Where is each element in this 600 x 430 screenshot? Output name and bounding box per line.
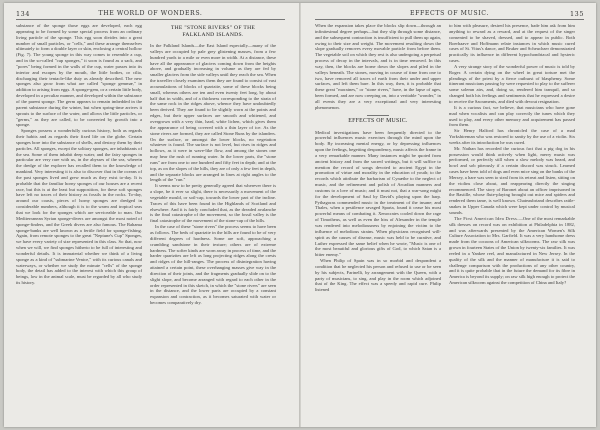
article-heading-effects-of-music: EFFECTS OF MUSIC. [348, 117, 408, 124]
left-page [4, 3, 299, 427]
left-running-title: THE WORLD OF WONDERS. [98, 10, 203, 17]
left-header-rule [16, 19, 285, 20]
paragraph: In the Falkland Islands—the East Island especially—many of the valleys are occupied by pale grey glistening masses, from a few hundred yards to a mile or even more in width. At a distance, these have all the appearance of glaciers coming down from the heights above, and gradually increasing in volume as they are fed by smaller glaciers from the side valleys until they reach the sea. When the traveller closely examines them they are found to consist of vast accumulations of blocks of quartzite, some of these blocks being small, whereas others are ten and even twenty feet long, by about half that in width, and of a thickness corresponding to the strata of the same rock in the ridges above, whence they have undoubtedly been derived. They are found to lie slightly worn at the points and edges, but their upper surfaces are smooth and whitened, and overgrown with a very thin, hard, white lichen, which gives them the appearance of being covered with a thin layer of ice. As the stone rivers are formed, they are called Stone Runs by the islanders. On the surface, or amongst the lower blocks, no vegetation whatever is found. The surface is not level, but rises in ridges and hollows, as it were in wave-like flow, and among the stones one may hear the rush of running water. In the lower parts, the "stone runs" are from one to one hundred and fifty feet in depth; and at the top, as on the slopes of the hills, they are of only a few feet in depth, and the separate blocks are arranged in lines at right angles to the length of the "run." [150, 43, 276, 183]
paragraph: A very strange story of the wonderful power of music is told by Roger. A certain dying on the wheel in great torture met the pleadings of the priest by a fierce outburst of blasphemy. Some itinerant musicians passing by were requested to play to the sufferer some solemn airs, and, doing so, rendered him tranquil, and so changed both his feelings and sentiments that he expressed a desire to receive the Sacraments, and died with devout resignation. [449, 63, 575, 104]
paragraph: Medical investigations have been frequently directed to the powerful influences music exercises through the mind upon the body. By increasing mental energy, or by depressing influences upon the feelings, begetting despondency, music affects the frame in a very remarkable manner. Many instances might be quoted from ancient history and from the sacred writings, but it will suffice to mention the record of songs devoted to ancient Egypt in the promotion of virtue and morality in the education of youth; to the records which attribute the barbarism of Cynæthe to the neglect of music, and the refinement and polish of Arcadian manners and customs to a love of music; and it must not, that a war-song might for the development of Saul by David's playing upon the harp. Pythagoras commended music in the treatment of the insane; and Thales, when a pestilence ravaged Sparta, found it cease his most powerful means of combating it. Xenocrates cooled down the rage of Timotheus, as well as even the hiss of Alexander in the temple was rendered into melodiousness by enjoining the victim to the influence of melodious strains. When physicians recognised will-spirit as the causes of disease, music was held to be curative, and Luther expressed the same belief when he wrote, "Music is one of the most beautiful and glorious gifts of God, to which Satan is a bitter enemy." [315, 129, 441, 258]
run-in-text: —One of the most remarkable silk dresses on record was on exhibition at Philadelphia in 1882, and was afterwards presented by the American Women's Silk Culture Association to Mrs. Garfield. It was a very handsome dress made from the cocoons of American silkworms. The raw silk was grown in fourteen States of the Union by twenty-six families. It was reeled in a Yankee reel, and manufactured in New Jersey. In the quality of the silk and the manner of manufacture it is said to challenge comparison with the productions of any other country, and it is quite probable that in the future the demand for its fibre in America is beyond its supply; on raw silk high enough to protect the American silkworm against the competition of China and Italy? [449, 215, 575, 286]
right-page-number: 135 [570, 10, 584, 18]
right-column-2 [449, 23, 575, 417]
left-page-number: 134 [16, 10, 30, 18]
right-running-title: EFFECTS OF MUSIC. [410, 10, 489, 17]
heading-line: THE "STONE RIVERS" OF THE [170, 25, 256, 31]
section-divider [367, 115, 389, 116]
paragraph: It is a curious fact, we believe, that musicians who have gone mad when vocalists and can play correctly the tunes which they used to play, and every other memory and acquirement has passed from them. [449, 104, 575, 128]
paragraph-silk-dress [449, 216, 575, 286]
left-column-2 [150, 23, 276, 417]
paragraph: When the expansion takes place the blocks slip down—through an infinitesimal degree perhaps—but they slip through some distance, and the subsequent contraction is insufficient to pull them up again, owing to their size and weight. The movement resulting down the slope gradually removes every movable particle from before them. The vegetable soil on which they rest is also undergoing a perpetual process of decay in the intervals, and is in time removed. In this way, then, the blocks are borne down the slopes and piled in the valleys beneath. The stones, moving in course of time from one to two, have removed all traces of earth from their under and upper surfaces, and left them bare. In this way, then, it is probable that these great "moraines," or "stone rivers," have, in the lapse of ages, been formed, and are now creeping on, into a veritable "wonder," in all events they are a very exceptional and very interesting phenomenon. [315, 23, 441, 110]
right-column-1 [315, 23, 441, 417]
heading-line: FALKLAND ISLANDS. [182, 32, 244, 38]
paragraph: to him with pleasure, desired his presence, bade him ask from him anything to reward as a reward, and at the request of the singer consented to be shaved, dressed, and to appear in public. Both Boerhaave and Hoffmann relate instances in which music cured cases of St. Vitus's dance, and Bruker and Scheuchzer demonstrated practically its influence in different hypochondriacal and hysteric cases. [449, 23, 575, 64]
book-spread [4, 3, 596, 427]
left-column-1 [16, 23, 142, 417]
paragraph: Sir Henry Halford has chronicled the case of a mad Yorkshireman who was restored to sanity by the use of a violin. Six weeks after its introduction he was cured. [449, 128, 575, 145]
paragraph: substance of the sponge those eggs are developed, each egg appearing to be formed by some special process from an ordinary living particle of the sponge. This egg soon divides into a great number of small particles, or "cells," and these arrange themselves ultimately to form a double layer or skin, enclosing a central hollow (Fig. 7). The young sponge in this way comes to resemble a cup, and in the so-called "cup sponges," it soon is found as a sack, and "pores" being formed in the walls of the cup, water passes into its interior and escapes by the mouth, the little bodies, or cilia, discharging their tentacle-like duty as already described. The new sponges also grow from what are called "sponge gemmæ," in addition to arising from eggs. A sponge-gem, or a certain little body, developed in a peculiar manner, and developed within the substance of the parent sponge. The germ appears to remain imbedded in the parent substance during the winter, but when spring-time arrives it sprouts to the surface of the water, and allows the little particles, or "germs," as they are called, to be converted by growth into a sponge. [16, 23, 142, 128]
paragraph: In the case of these "stone rivers" the process seems to have been as follows. The beds of quartzite in the hills are found to be of very different degrees of hardness. Some are soft, approaching a crumbling sandstone in their texture; others are of extreme hardness. The softer kinds are worn away in process of time, and the harder quartzites are left as long projecting ridges along the crests and ridges of the hill-ranges. The process of disintegration having attained a certain point, these overhanging masses give way in the direction of their joints, and the fragments gradually slide on to the slight slope, and become arranged with regard to each other in the order represented in this sketch, in which the "stone rivers" are seen in the distance, and the lower parts are occupied by a constant expansion and contraction, as it becomes saturated with water or becomes comparatively dry. [150, 224, 276, 306]
paragraph: It seems now to be pretty generally agreed that wherever there is a slope, be it ever so slight, there is necessarily a movement of the vegetable mould, or soil-cap, towards the lower part of the incline. Traces of this have been found in the Highlands of Scotland and elsewhere. And it is fairly concluded that, as the dreaded avalanche is the final catastrophe of the movement, so the fossil valley is the final catastrophe of the movement of the stone-cap of the hills. [150, 183, 276, 224]
paragraph: Sponges possess a wonderfully curious history, both as regards their habits and as regards their fixed life on the globe. Certain sponges bore into the substance of shells, and destroy them by their particles. All sponges, except the solitary sponges, are inhabitants of the sea. Some of them inhabit deep water, and the fairy sponges in particular are very rare with us, in the abysses of the sea, wherein the dredge of the explorer has recalled them to the knowledge of mankind. Very interesting it is also to discover that in the oceans of the past sponges lived and grew much as they exist to-day. It is probable that the familiar horny sponges of our houses are a recent race, but this is at the least but supposition, for these soft sponges have left no traces of their history as fossils in the rocks. To-day, around our coasts, pieces of horny sponges are dredged in considerable numbers, although it is to the warm and tropical seas that we look for the sponges which are serviceable to man. Our Mediterranean Syrian sponge-divers are amongst the most noted of sponge-finders, and the Greek divers are also famous. The Bahama sponge-banks are well known as a fertile field for sponge-fishing. Again, from remote sponges to the great "Neptune's Cup" Sponges, we have every variety of size represented in this class. So that, now when we will, we find sponges hitherto to be full of interesting and wonderful details. It is immaterial whether we think of a living sponge as a kind of "submarine Venice," with its curious canals and waterways, or whether we study the minute "cells" of the sponge body, the detail has added to the interest with which this group of beings, low in the animal scale, must be regarded by all who study its history. [16, 128, 142, 286]
run-in-title: The First American Idea Dress. [454, 215, 519, 221]
article-heading-stone-rivers [150, 25, 276, 39]
paragraph: Mr. Nathan has recorded the curious fact that a pig dog in his possession would think actively when light, merry music was performed, or perfectly still when a slow melody was heard, and howl and sob piteously if a certain discord was struck. Learned cases have been told of dogs and even mice sing on the banks of the Mersey, a hare was seen to steal from its retreat and listen, sitting on the violins close about, and reappearing directly the singing recommenced. The story of Baronet about an officer imprisoned in the Bastille, whose flute-playing brought out mice and spiders and rendered them tame, is well known. Chateaubriand describes rattle-snakes in Upper Canada which were kept under control by musical sounds. [449, 145, 575, 215]
right-header-rule [315, 19, 584, 20]
paragraph: When Philip of Spain was in so morbid and despondent a condition that he neglected his person and refused to use or be seen by his subjects, Farinelli, by arrangement with the Queen, with a party of musicians, to sing, and play in the room which adjoined that of the King. The effect was a speedy and rapid cure. Philip listened [315, 258, 441, 293]
right-page [301, 3, 596, 427]
